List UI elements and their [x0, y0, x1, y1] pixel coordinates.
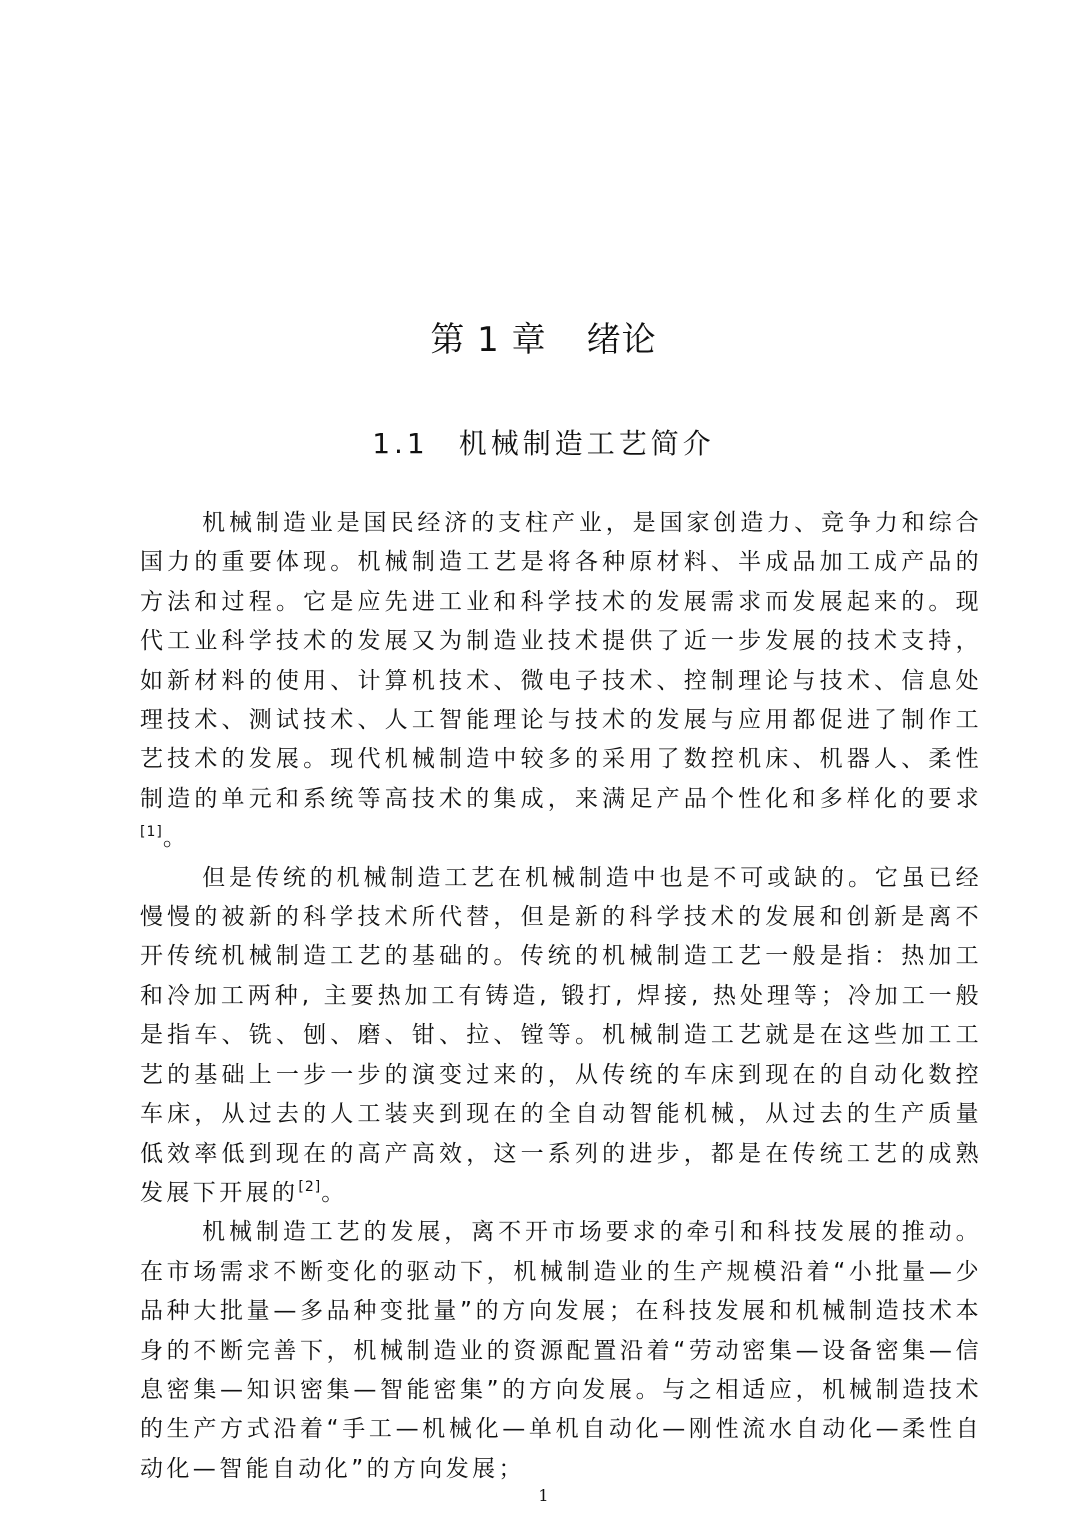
citation-1: [1] — [140, 824, 163, 841]
paragraph-3 — [140, 1213, 982, 1489]
section-name: 机械制造工艺简介 — [458, 427, 715, 460]
paragraph-1-text: 机械制造业是国民经济的支柱产业，是国家创造力、竞争力和综合国力的重要体现。机械制造工艺是将各种原材料、半成品加工成产品的方法和过程。它是应先进工业和科学技术的发展需求而发展起来的。现代工业科学技术的发展又为制造业技术提供了近一步发展的技术支持，如新材料的使用、计算机技术、微电子技术、控制理论与技术、信息处理技术、测试技术、人工智能理论与技术的发展与应用都促进了制作工艺技术的发展。现代机械制造中较多的采用了数控机床、机器人、柔性制造的单元和系统等高技术的集成，来满足产品个性化和多样化的要求 — [140, 510, 982, 812]
citation-2: [2] — [298, 1178, 322, 1195]
paragraph-2-text: 但是传统的机械制造工艺在机械制造中也是不可或缺的。它虽已经慢慢的被新的科学技术所代替，但是新的科学技术的发展和创新是离不开传统机械制造工艺的基础的。传统的机械制造工艺一般是指：热加工和冷加工两种, 主要热加工有铸造, 锻打, 焊接, 热处理等；冷加工一般是指车、铣、刨、磨、钳、拉、镗等。机械制造工艺就是在这些加工工艺的基础上一步一步的演变过来的，从传统的车床到现在的自动化数控车床，从过去的人工装夹到现在的全自动智能机械，从过去的生产质量低效率低到现在的高产高效，这一系列的进步，都是在传统工艺的成熟发展下开展的 — [140, 864, 982, 1206]
paragraph-2-tail: 。 — [321, 1179, 348, 1206]
paragraph-1 — [140, 504, 982, 859]
chapter-title — [0, 312, 1087, 368]
chapter-name: 绪论 — [586, 320, 657, 360]
chapter-number: 第 1 章 — [430, 320, 547, 360]
page-number: 1 — [538, 1486, 549, 1505]
paragraph-3-text: 机械制造工艺的发展，离不开市场要求的牵引和科技发展的推动。在市场需求不断变化的驱动下，机械制造业的生产规模沿着“小批量—少品种大批量—多品种变批量”的方向发展；在科技发展和机械制造技术本身的不断完善下，机械制造业的资源配置沿着“劳动密集—设备密集—信息密集—知识密集—智能密集”的方向发展。与之相适应，机械制造技术的生产方式沿着“手工—机械化—单机自动化—刚性流水自动化—柔性自动化—智能自动化”的方向发展； — [140, 1219, 982, 1482]
body-text — [140, 504, 982, 1489]
section-number: 1.1 — [372, 427, 429, 460]
paragraph-2 — [140, 859, 982, 1214]
section-title — [0, 420, 1087, 468]
paragraph-1-tail: 。 — [162, 825, 190, 852]
